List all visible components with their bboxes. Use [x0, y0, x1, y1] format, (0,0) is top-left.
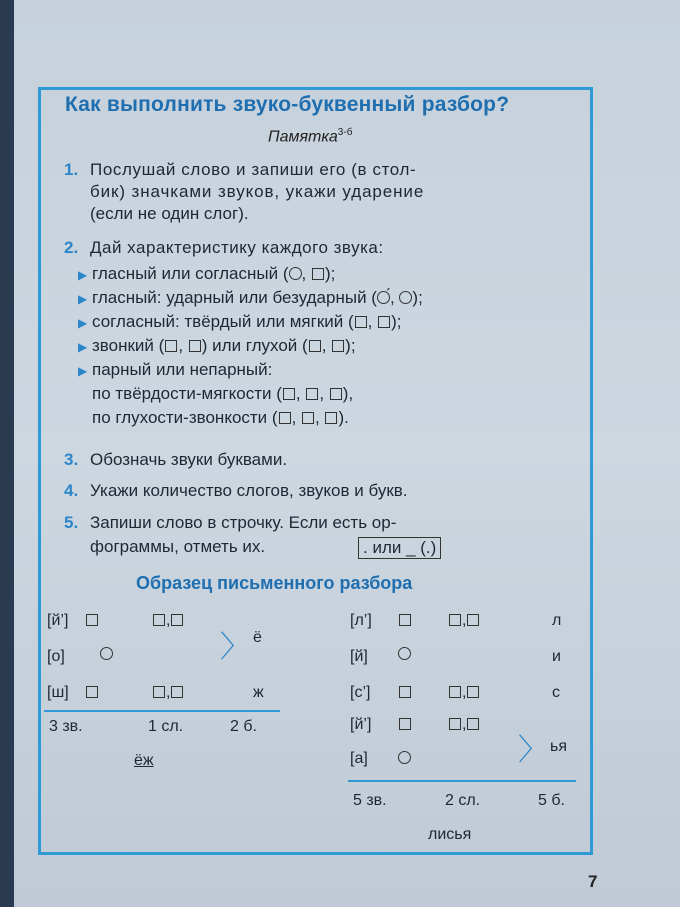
characteristic-item: звонкий ( , ) или глухой ( , );: [92, 336, 356, 355]
example-word: ёж: [134, 752, 154, 769]
stressed-vowel-icon: [100, 646, 113, 664]
step-text: Укажи количество слогов, звуков и букв.: [90, 481, 408, 500]
step-number: 3.: [64, 450, 79, 469]
sound-sign-icon: [398, 612, 412, 630]
letter: ья: [550, 738, 567, 755]
characteristic-item: гласный или согласный ( , );: [92, 264, 336, 283]
sample-title: Образец письменного разбора: [136, 573, 413, 593]
count-letters: 5 б.: [538, 792, 565, 809]
letter: и: [552, 648, 561, 665]
memo-subtitle: Памятка$^{3-б}$: [268, 127, 353, 146]
sound-transcription: [й’]: [47, 612, 69, 629]
step-text: Запиши слово в строчку. Если есть ор-: [90, 513, 397, 532]
sound-sign-icon: [398, 716, 412, 734]
sound-transcription: [ш]: [47, 684, 69, 701]
step-number: 4.: [64, 481, 79, 500]
count-sounds: 5 зв.: [353, 792, 387, 809]
sound-transcription: [а]: [350, 750, 368, 767]
sound-transcription: [й]: [350, 648, 368, 665]
vowel-icon: [398, 750, 411, 768]
bullet-arrow-icon: ▶: [78, 268, 88, 282]
characteristic-item: парный или непарный:: [92, 360, 273, 379]
stressed-vowel-icon: [398, 646, 411, 664]
memo-frame: [38, 87, 593, 855]
characteristic-item: согласный: твёрдый или мягкий ( , );: [92, 312, 402, 331]
bullet-arrow-icon: ▶: [78, 292, 88, 306]
sound-sign-icon: [85, 684, 99, 702]
divider: [348, 780, 576, 782]
letter: ж: [253, 684, 264, 701]
step-text: фограммы, отметь их.: [90, 537, 266, 556]
sound-transcription: [о]: [47, 648, 65, 665]
sound-sign-icon: ,: [448, 684, 480, 702]
step-text: Дай характеристику каждого звука:: [90, 238, 384, 257]
sound-sign-icon: ,: [448, 716, 480, 734]
letter: ё: [253, 629, 262, 646]
count-letters: 2 б.: [230, 718, 257, 735]
count-sounds: 3 зв.: [49, 718, 83, 735]
count-syllables: 2 сл.: [445, 792, 481, 809]
characteristic-item: гласный: ударный или безударный ( ́, );: [92, 288, 423, 307]
step-text: Послушай слово и запиши его (в стол-: [90, 160, 417, 179]
sound-sign-icon: ,: [152, 612, 184, 630]
sound-transcription: [л’]: [350, 612, 372, 629]
letter: л: [552, 612, 562, 629]
example-word: лисья: [428, 826, 472, 843]
bracket-arrow-icon: 〉: [518, 734, 548, 767]
step-number: 2.: [64, 238, 79, 257]
step-number: 5.: [64, 513, 79, 532]
divider: [44, 710, 280, 712]
pair-line: по твёрдости-мягкости ( , , ),: [92, 384, 354, 403]
letter: с: [552, 684, 560, 701]
step-number: 1.: [64, 160, 79, 179]
bracket-arrow-icon: 〉: [220, 631, 250, 664]
sound-sign-icon: [398, 684, 412, 702]
pair-line: по глухости-звонкости ( , , ).: [92, 408, 349, 427]
step-text: бик) значками звуков, укажи ударение: [90, 182, 425, 201]
count-syllables: 1 сл.: [148, 718, 184, 735]
sound-transcription: [с’]: [350, 684, 371, 701]
orthogram-mark: . или _ (.): [358, 537, 441, 559]
page-title: Как выполнить звуко-буквенный разбор?: [65, 93, 510, 116]
bullet-arrow-icon: ▶: [78, 340, 88, 354]
step-text: (если не один слог).: [90, 204, 249, 223]
bullet-arrow-icon: ▶: [78, 316, 88, 330]
step-text: Обозначь звуки буквами.: [90, 450, 288, 469]
sound-sign-icon: [85, 612, 99, 630]
sound-sign-icon: ,: [448, 612, 480, 630]
sound-transcription: [й’]: [350, 716, 372, 733]
page-number: 7: [588, 872, 598, 891]
bullet-arrow-icon: ▶: [78, 364, 88, 378]
sound-sign-icon: ,: [152, 684, 184, 702]
